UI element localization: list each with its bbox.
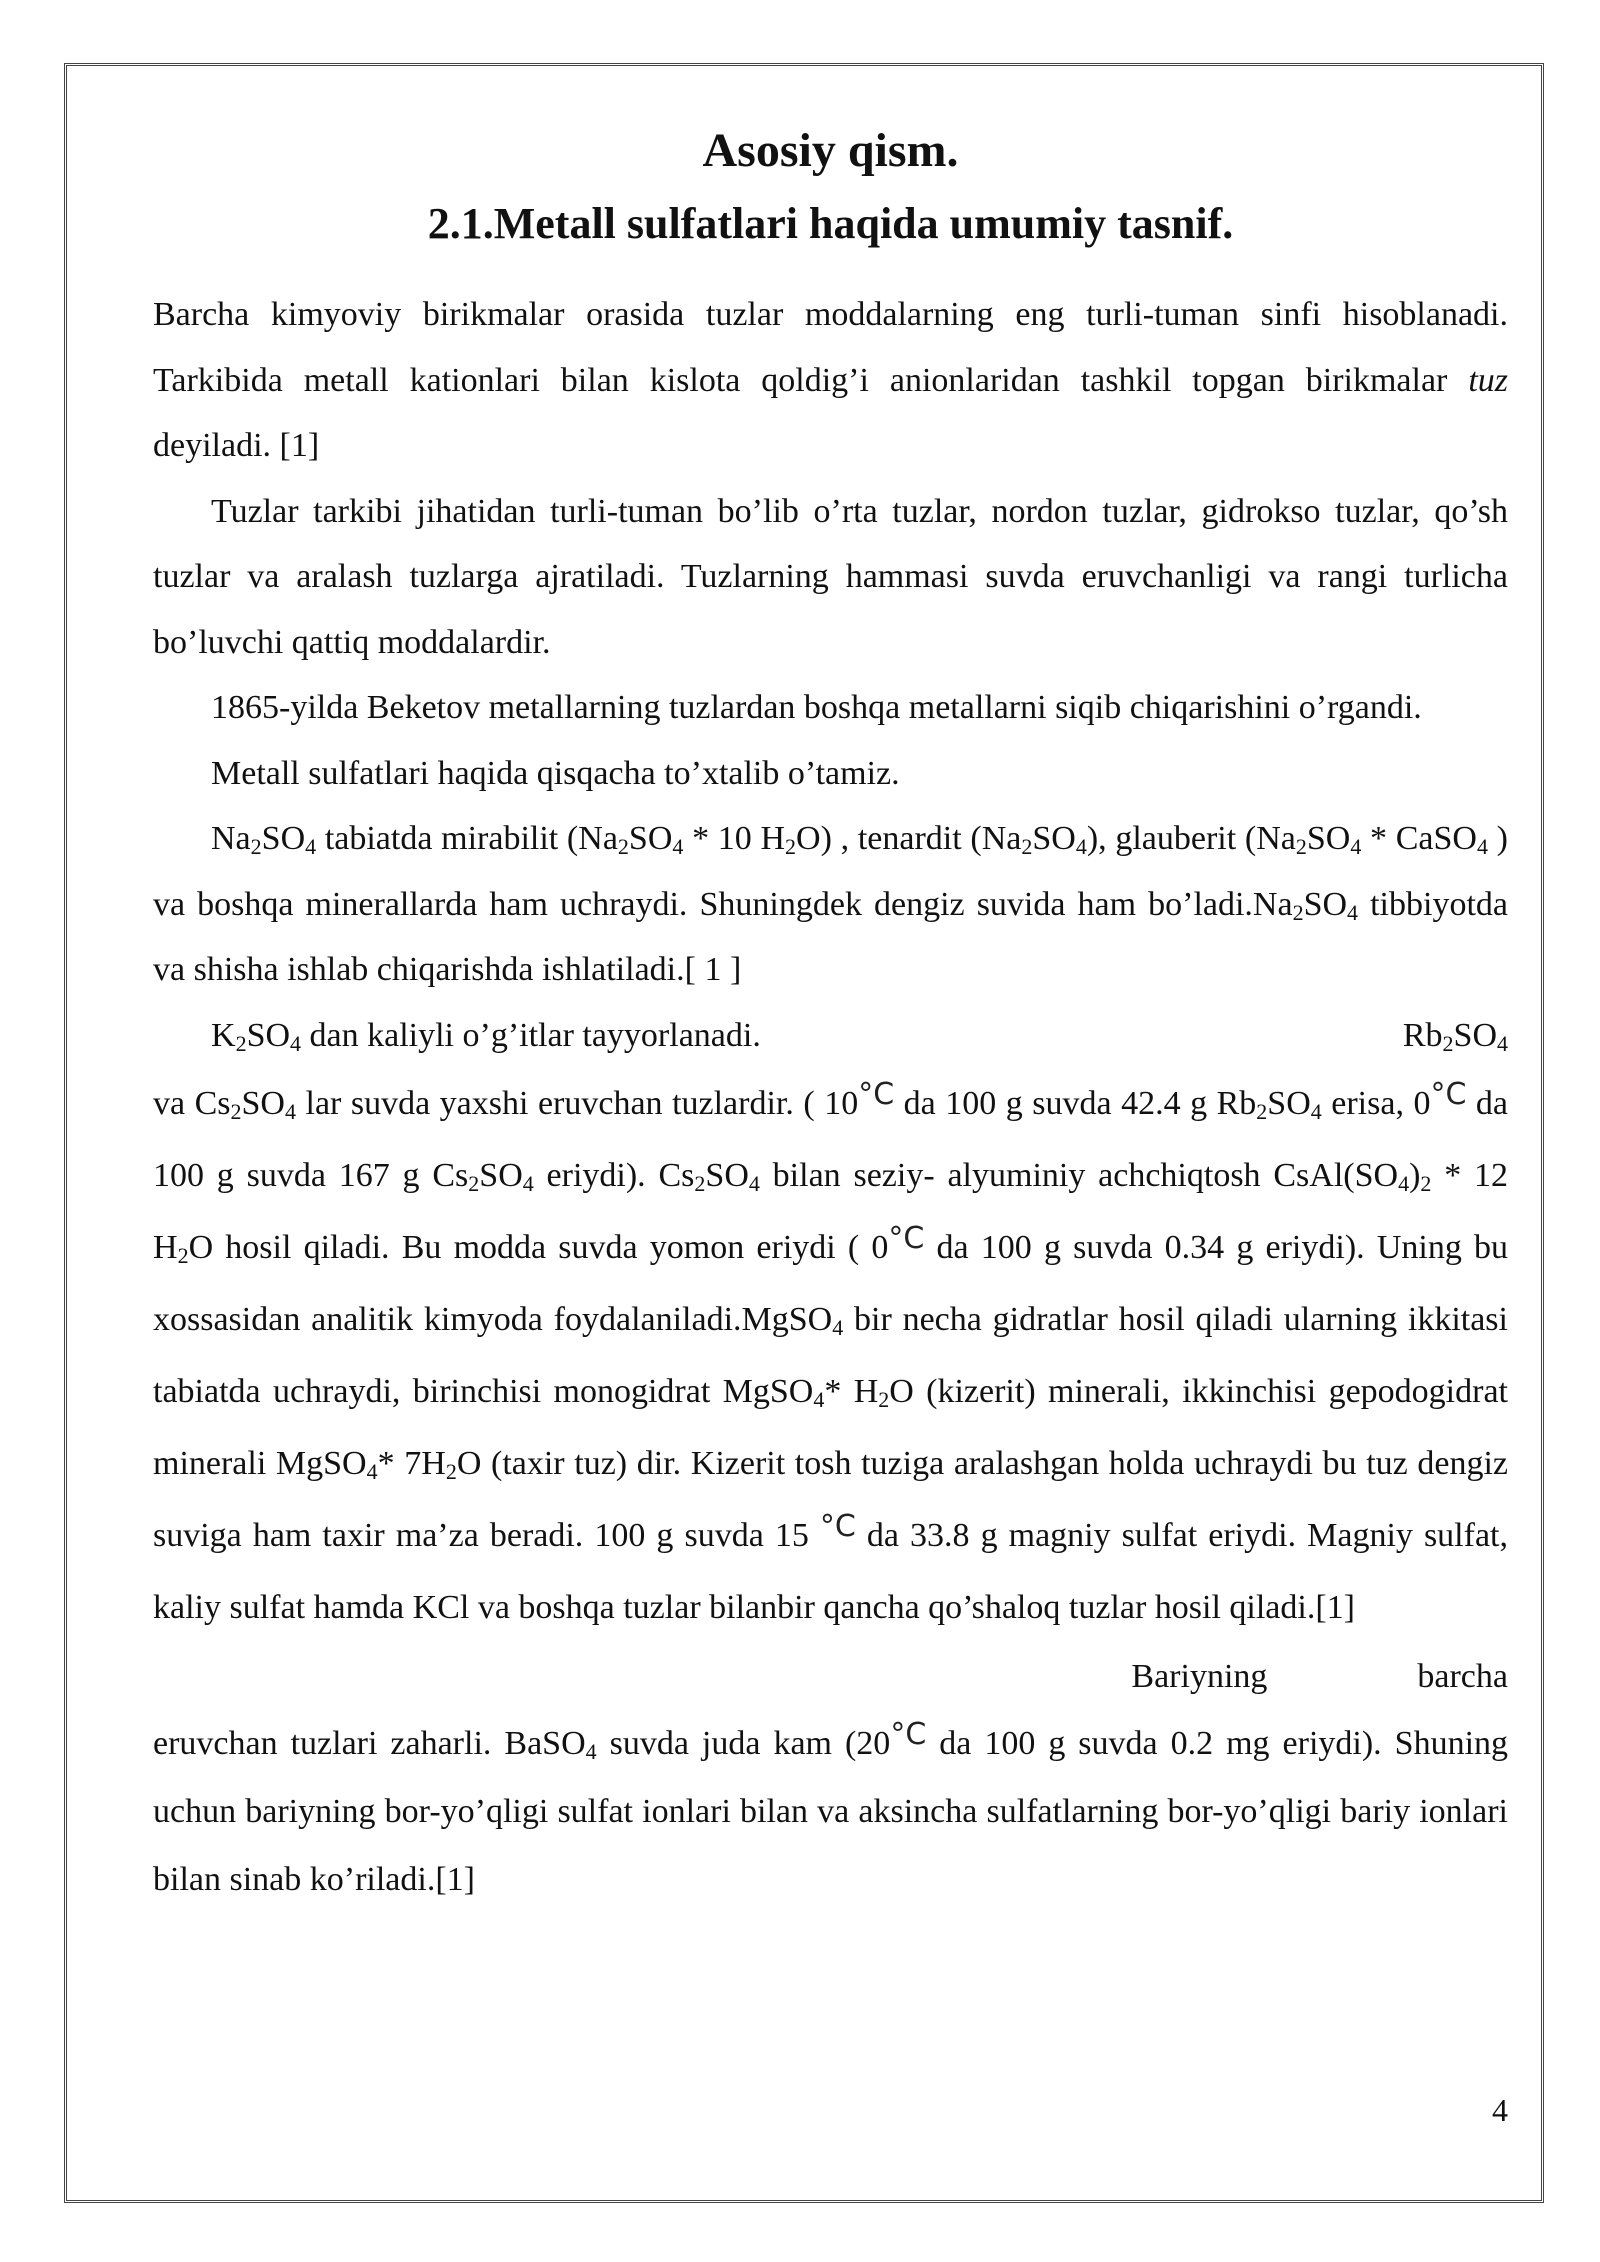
section-title: 2.1.Metall sulfatlari haqida umumiy tasnif. xyxy=(427,199,1234,248)
paragraph-7: eruvchan tuzlari zaharli. BaSO$_4$ suvda juda kam (20°C da 100 g suvda 0.2 mg eriydi). Shuning uchun bariyning bor-yo’qligi sulfat ionlari bilan va aksincha sulfatlarning bor-yo’qligi bariy ionlari bilan sinab ko’riladi.[1] xyxy=(153,1716,1509,1898)
k2so4-line: $K_2SO_4$ dan kaliyli o’g’itlar tayyorlanadi. xyxy=(211,1016,761,1056)
page-title: Asosiy qism. xyxy=(702,124,959,177)
paragraph-2: Tuzlar tarkibi jihatidan turli-tuman bo’lib o’rta tuzlar, nordon tuzlar, gidrokso tuzlar, qo’sh tuzlar va aralash tuzlarga ajratiladi. Tuzlarning hammasi suvda eruvchanligi va rangi turlicha bo’luvchi qattiq moddalardir. xyxy=(153,492,1508,661)
paragraph-4: Metall sulfatlari haqida qisqacha to’xtalib o’tamiz. xyxy=(211,754,900,792)
celsius-icon: °C xyxy=(858,1077,895,1112)
document-body xyxy=(153,108,1508,1914)
celsius-icon: °C xyxy=(888,1221,925,1256)
paragraph-6: va $Cs_2SO_4$ lar suvda yaxshi eruvchan tuzlardir. ( 10°C da 100 g suvda 42.4 g $Rb_2SO_4$ erisa, 0°C da 100 g suvda 167 g $Cs_2SO_4$ eriydi). $Cs_2SO_4$ bilan seziy- alyuminiy achchiqtosh $CsAl(SO_4)_2 * 12$ $H_2O$ hosil qiladi. Bu modda suvda yomon eriydi ( 0°C da 100 g suvda 0.34 g eriydi). Uning bu xossasidan analitik kimyoda foydalaniladi.MgSO$_4$ bir necha gidratlar hosil qiladi ularning ikkitasi tabiatda uchraydi, birinchisi monogidrat MgSO$_4$* $H_2O$ (kizerit) minerali, ikkinchisi gepodogidrat minerali MgSO$_4$* $7H_2O$ (taxir tuz) dir. Kizerit tosh tuziga aralashgan holda uchraydi bu tuz dengiz suviga ham taxir ma’za beradi. 100 g suvda 15 °C da 33.8 g magniy sulfat eriydi. Magniy sulfat, kaliy sulfat hamda KCl va boshqa tuzlar bilanbir qancha qo’shaloq tuzlar hosil qiladi.[1] xyxy=(153,1077,1509,1626)
paragraph-1: Barcha kimyoviy birikmalar orasida tuzlar moddalarning eng turli-tuman sinfi hisoblanadi. Tarkibida metall kationlari bilan kislota qoldig’i anionlaridan tashkil topgan birikmalar tuz deyiladi. [1] xyxy=(153,296,1508,464)
paragraph-3: 1865-yilda Beketov metallarning tuzlardan boshqa metallarni siqib chiqarishini o’rgandi. xyxy=(211,689,1422,726)
paragraph-7-first-line: Bariyning barcha xyxy=(1131,1658,1508,1695)
rb2so4-label: $Rb_2SO_4$ xyxy=(1402,1016,1508,1056)
paragraph-5: $Na_2SO_4$ tabiatda mirabilit ($Na_2SO_4 * 10$ $H_2O$) , tenardit $(Na_2SO_4)$, glauberit ($Na_2SO_4$ * CaSO$_4$ ) va boshqa minerallarda ham uchraydi. Shuningdek dengiz suvida ham $bo’ladi.Na_2SO_4$ tibbiyotda va shisha ishlab chiqarishda ishlatiladi.[ 1 ] xyxy=(153,820,1508,988)
page-number: 4 xyxy=(1492,2092,1508,2128)
celsius-icon: °C xyxy=(1430,1077,1467,1112)
celsius-icon: °C xyxy=(890,1716,927,1752)
celsius-icon: °C xyxy=(819,1509,856,1544)
paragraph-6-first-line xyxy=(153,1003,1508,1069)
